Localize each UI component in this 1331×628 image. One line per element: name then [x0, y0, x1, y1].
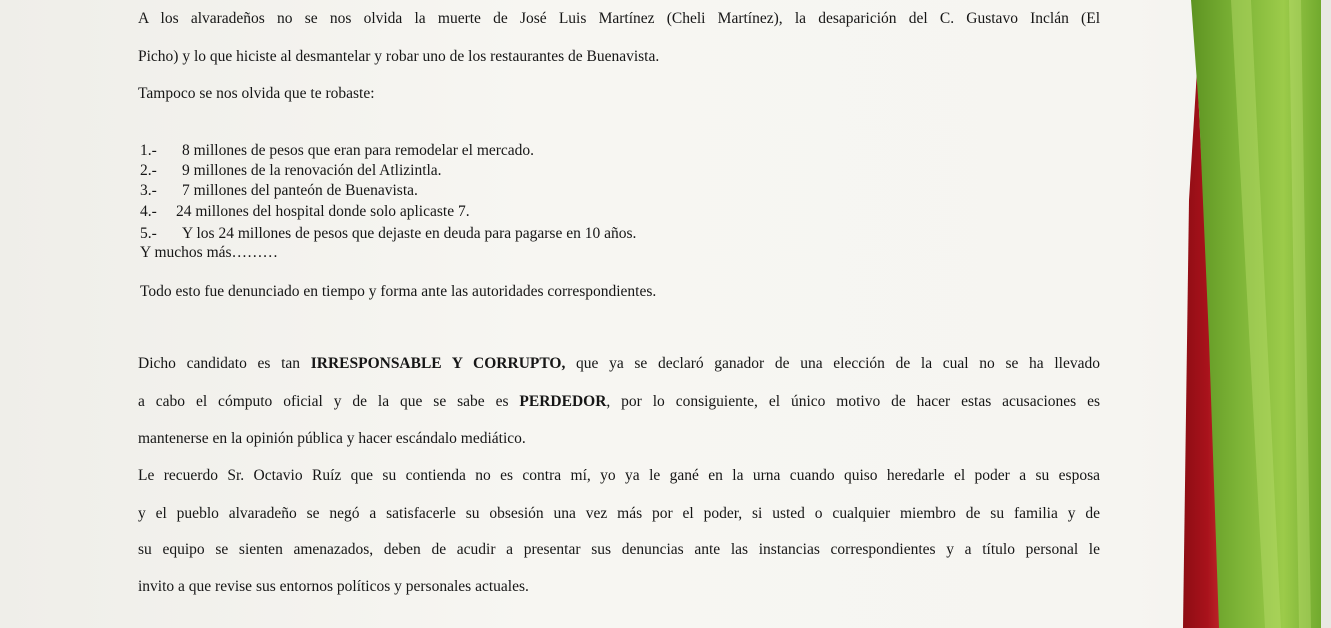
list-item: [140, 225, 636, 243]
page-edge: [1321, 0, 1331, 628]
list-number: 5.-: [140, 225, 157, 242]
paragraph-4-line-2: y el pueblo alvaradeño se negó a satisfacerle su obsesión una vez más por el poder, si usted o cualquier miembro de su familia y de: [138, 505, 1100, 522]
list-item: [140, 142, 534, 160]
list-number: 4.-: [140, 203, 157, 220]
list-item: [140, 203, 470, 221]
bold-run: PERDEDOR: [519, 393, 607, 410]
list-continuation: Y muchos más………: [140, 244, 279, 261]
list-text: 24 millones del hospital donde solo aplicaste 7.: [176, 203, 470, 220]
list-number: 2.-: [140, 162, 157, 179]
list-text: 8 millones de pesos que eran para remodelar el mercado.: [182, 142, 535, 159]
paragraph-4-line-4: invito a que revise sus entornos políticos y personales actuales.: [138, 578, 529, 595]
bold-run: IRRESPONSABLE Y CORRUPTO,: [310, 355, 566, 372]
text-run: que ya se declaró ganador de una elección de la cual no se ha llevado: [565, 355, 1100, 372]
list-number: 1.-: [140, 142, 157, 159]
text-run: a cabo el cómputo oficial y de la que se sabe es: [138, 393, 520, 410]
paragraph-4-line-3: su equipo se sienten amenazados, deben de acudir a presentar sus denuncias ante las instancias correspondientes y a título personal le: [138, 541, 1100, 558]
list-item: [140, 182, 418, 200]
paragraph-4-line-1: Le recuerdo Sr. Octavio Ruíz que su contienda no es contra mí, yo ya le gané en la urna cuando quiso heredarle el poder a su esposa: [138, 467, 1100, 484]
list-text: Y los 24 millones de pesos que dejaste en deuda para pagarse en 10 años.: [182, 225, 637, 242]
list-text: 9 millones de la renovación del Atlizintla.: [182, 162, 442, 179]
paragraph-3-line-2: [138, 393, 1100, 411]
denounced-statement: Todo esto fue denunciado en tiempo y forma ante las autoridades correspondientes.: [140, 283, 657, 300]
list-item: [140, 162, 442, 180]
paragraph-1-line-1: A los alvaradeños no se nos olvida la muerte de José Luis Martínez (Cheli Martínez), la desaparición del C. Gustavo Inclán (El: [138, 10, 1100, 27]
list-number: 3.-: [140, 182, 157, 199]
paragraph-3-line-1: [138, 355, 1100, 373]
paragraph-3-line-3: mantenerse en la opinión pública y hacer escándalo mediático.: [138, 430, 526, 447]
paragraph-1-line-2: Picho) y lo que hiciste al desmantelar y robar uno de los restaurantes de Buenavista.: [138, 48, 660, 65]
paragraph-2: Tampoco se nos olvida que te robaste:: [138, 85, 375, 102]
decorative-stripes: [1161, 0, 1331, 628]
list-text: 7 millones del panteón de Buenavista.: [182, 182, 418, 199]
text-run: , por lo consiguiente, el único motivo de hacer estas acusaciones es: [606, 393, 1101, 410]
text-run: Dicho candidato es tan: [138, 355, 311, 372]
